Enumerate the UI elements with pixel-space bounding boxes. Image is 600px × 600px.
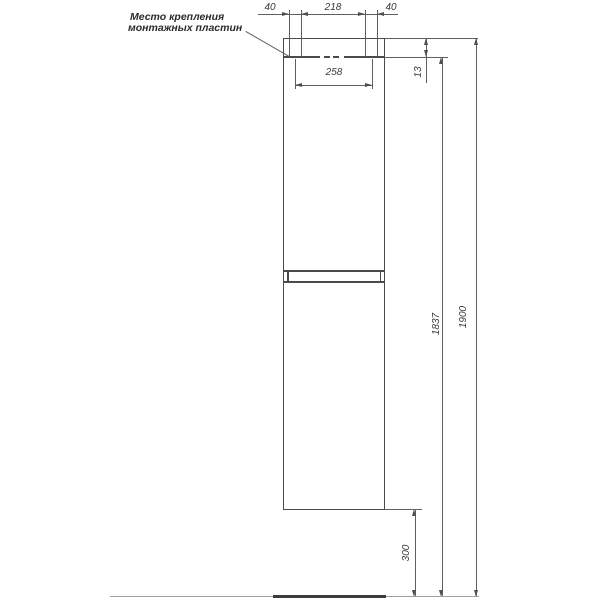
door-divider-right-tick (380, 270, 382, 283)
plate-right-inner-edge (365, 10, 366, 57)
dim-1900: 1900 (458, 305, 469, 329)
arrow-218-left (301, 12, 308, 16)
rail-dash-2 (333, 56, 339, 58)
dim-1837: 1837 (431, 312, 442, 336)
dim-13: 13 (413, 66, 424, 78)
dimension-line-1900 (476, 38, 477, 597)
door-divider-bottom-line (283, 281, 385, 283)
arrow-218-right (358, 12, 365, 16)
ext-top-edge (385, 38, 478, 39)
mounting-plate-label-line2: монтажных пластин (128, 22, 243, 34)
dim-218: 218 (324, 2, 342, 13)
arrow-1900-top (474, 38, 478, 45)
arrow-1837-top (439, 57, 443, 64)
cabinet-body-outline (283, 38, 385, 510)
plate-left-inner-edge (301, 10, 302, 57)
dim-300: 300 (401, 544, 412, 562)
dim-40-left: 40 (264, 2, 276, 13)
arrow-13-top (424, 38, 428, 45)
arrow-13-bottom (424, 50, 428, 57)
arrow-258-left (295, 83, 302, 87)
mounting-plate-label-line1: Место крепления (130, 11, 225, 23)
dimension-line-300 (415, 509, 416, 597)
arrow-258-right (365, 83, 372, 87)
dim-258: 258 (325, 67, 343, 78)
floor-line-thick-segment (273, 595, 386, 598)
dimension-line-258 (295, 85, 373, 86)
dim-40-right: 40 (385, 2, 397, 13)
door-divider-top-line (283, 270, 385, 272)
plate-left-outer-edge (289, 10, 290, 57)
arrow-300-top (412, 509, 416, 516)
ext-bottom-edge (385, 509, 422, 510)
rail-dash-1 (324, 56, 330, 58)
door-divider-left-tick (287, 270, 289, 283)
plate-right-outer-edge (377, 10, 378, 57)
